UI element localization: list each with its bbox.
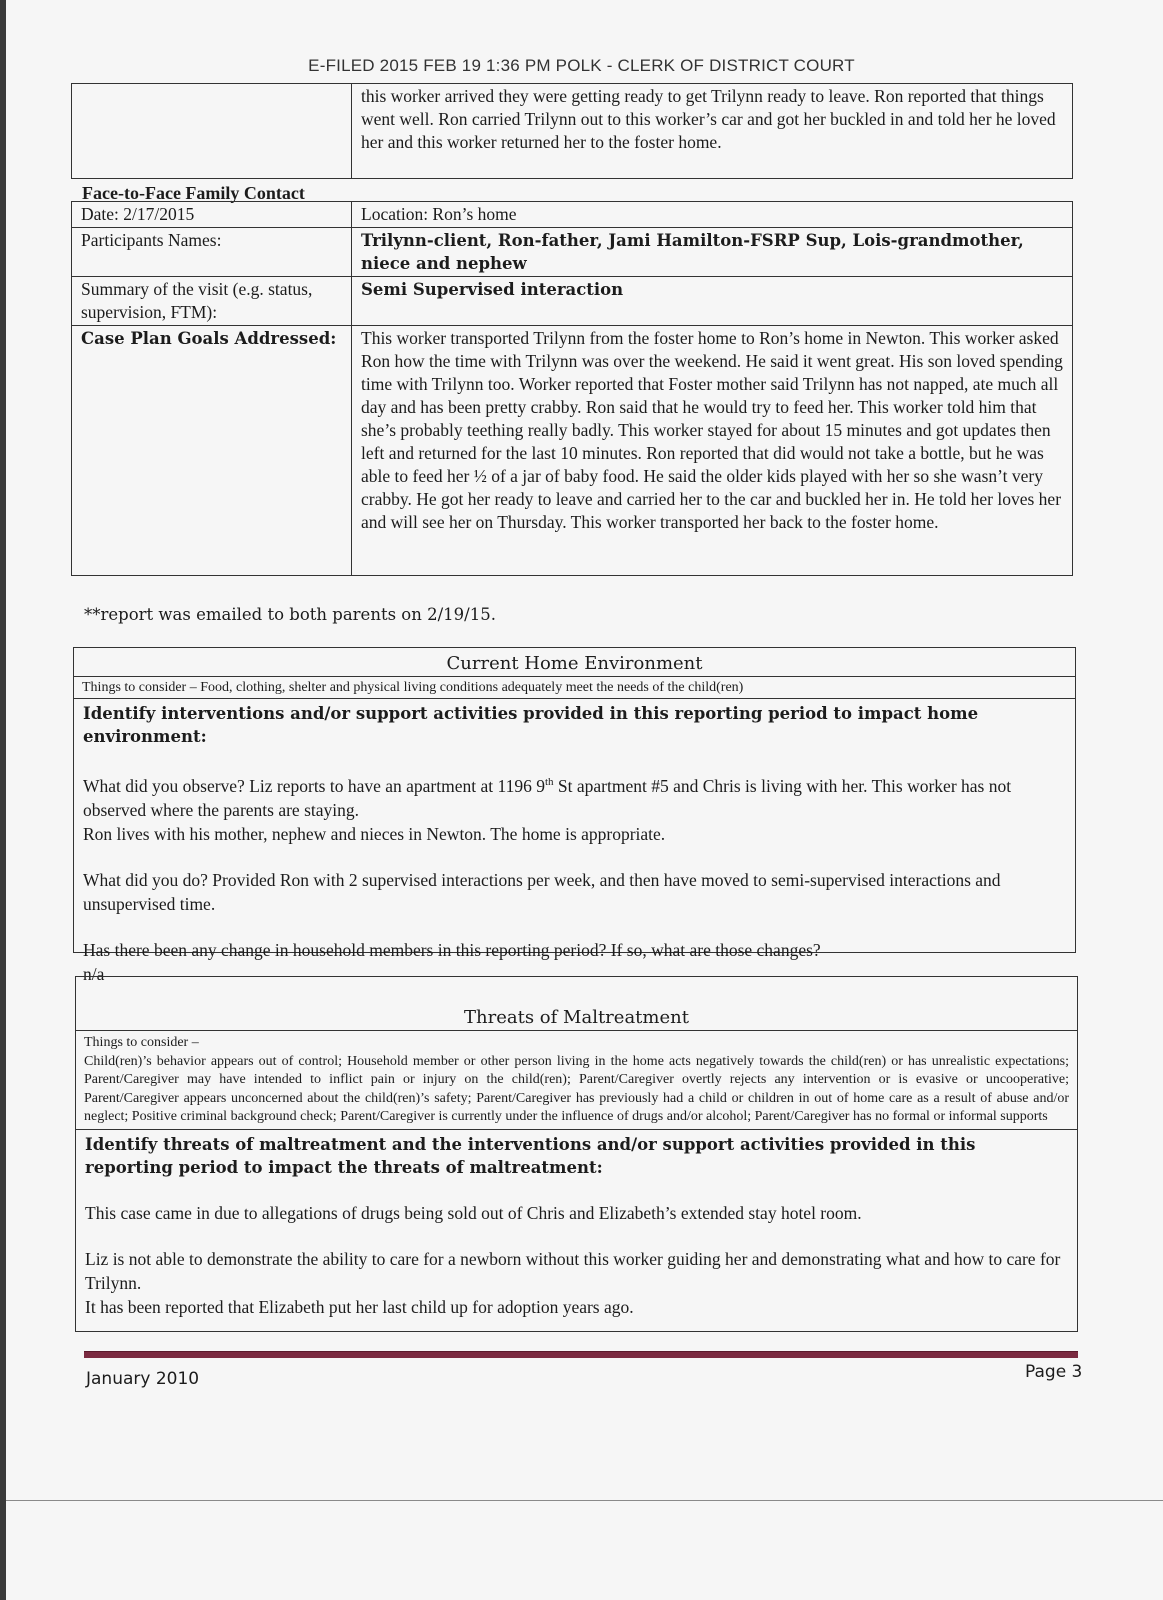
location-cell: Location: Ron’s home xyxy=(352,202,1073,228)
scan-edge xyxy=(0,0,6,1600)
threats-identify-heading: Identify threats of maltreatment and the interventions and/or support activities provided in this reporting period to impact the threats of maltreatment: xyxy=(85,1134,976,1177)
footer-date: January 2010 xyxy=(86,1369,200,1389)
home-observe-text xyxy=(74,770,1075,822)
home-change-question: Has there been any change in household members in this reporting period? If so, what are those changes? xyxy=(83,939,821,960)
participants-label: Participants Names: xyxy=(72,228,352,277)
threats-p1: This case came in due to allegations of drugs being sold out of Chris and Elizabeth’s extended stay hotel room. xyxy=(85,1202,862,1223)
goals-label: Case Plan Goals Addressed: xyxy=(72,326,352,576)
summary-value: Semi Supervised interaction xyxy=(352,277,1073,326)
home-environment-section xyxy=(73,647,1076,984)
summary-label: Summary of the visit (e.g. status, supervision, FTM): xyxy=(72,277,352,326)
face-to-face-table xyxy=(71,201,1073,576)
continuation-empty-cell xyxy=(72,84,352,179)
continuation-table xyxy=(71,83,1073,179)
participants-value: Trilynn-client, Ron-father, Jami Hamilton-FSRP Sup, Lois-grandmother, niece and nephew xyxy=(352,228,1073,277)
observe-pre: What did you observe? Liz reports to have an apartment at 1196 9 xyxy=(83,775,545,796)
continuation-text: this worker arrived they were getting ready to get Trilynn ready to leave. Ron reported that things went well. Ron carried Trilynn out to this worker’s car and got her buckled in and told her he loved her and this worker returned her to the foster home. xyxy=(352,84,1073,179)
observe-post: St apartment #5 and Chris is living with her. This worker has not observed where the parents are staying. xyxy=(83,775,1012,820)
home-identify-heading: Identify interventions and/or support activities provided in this reporting period to impact home environment: xyxy=(83,704,979,746)
footer-rule xyxy=(84,1351,1078,1358)
page-number: Page 3 xyxy=(1025,1362,1083,1382)
home-environment-title: Current Home Environment xyxy=(74,648,1075,677)
scan-bottom-line xyxy=(6,1500,1163,1501)
threats-consider-head: Things to consider – xyxy=(84,1035,199,1050)
threats-consider-block xyxy=(76,1031,1077,1130)
home-ron-lives: Ron lives with his mother, nephew and nieces in Newton. The home is appropriate. xyxy=(83,823,666,844)
email-note: **report was emailed to both parents on 2/19/15. xyxy=(84,605,496,624)
date-cell: Date: 2/17/2015 xyxy=(72,202,352,228)
face-to-face-title: Face-to-Face Family Contact xyxy=(82,183,305,203)
threats-section xyxy=(75,976,1078,1332)
home-change-answer: n/a xyxy=(83,963,105,984)
home-consider-text: Things to consider – Food, clothing, shelter and physical living conditions adequately meet the needs of the child(ren) xyxy=(74,677,1075,699)
threats-title: Threats of Maltreatment xyxy=(76,977,1077,1031)
threats-p2: Liz is not able to demonstrate the ability to care for a newborn without this worker guiding her and demonstrating what and how to care for Trilynn. xyxy=(85,1248,1061,1293)
threats-p3: It has been reported that Elizabeth put her last child up for adoption years ago. xyxy=(85,1296,634,1317)
efiled-stamp: E-FILED 2015 FEB 19 1:36 PM POLK - CLERK OF DISTRICT COURT xyxy=(308,56,855,75)
threats-consider-text: Child(ren)’s behavior appears out of control; Household member or other person living in the home acts negatively towards the child(ren) or has unrealistic expectations; Parent/Caregiver may have intended to inflict pain or injury on the child(ren); Parent/Caregiver overtly rejects any intervention or is evasive or uncooperative; Parent/Caregiver appears unconcerned about the child(ren)’s safety; Parent/Caregiver has previously had a child or children in out of home care as a result of abuse and/or neglect; Positive criminal background check; Parent/Caregiver is currently under the influence of drugs and/or alcohol; Parent/Caregiver has no formal or informal supports xyxy=(84,1053,1069,1124)
home-did-text: What did you do? Provided Ron with 2 supervised interactions per week, and then have moved to semi-supervised interactions and unsupervised time. xyxy=(83,869,1001,914)
goals-value: This worker transported Trilynn from the foster home to Ron’s home in Newton. This worker asked Ron how the time with Trilynn was over the weekend. He said it went great. His son loved spending time with Trilynn too. Worker reported that Foster mother said Trilynn has not napped, ate much all day and has been pretty crabby. Ron said that he would try to feed her. This worker told him that she’s probably teething really badly. This worker stayed for about 15 minutes and got updates then left and returned for the last 10 minutes. Ron reported that did would not take a bottle, but he was able to feed her ½ of a jar of baby food. He said the older kids played with her so she wasn’t very crabby. He got her ready to leave and carried her to the car and buckled her in. He told her loves her and will see her on Thursday. This worker transported her back to the foster home. xyxy=(352,326,1073,576)
observe-sup: th xyxy=(544,776,554,788)
